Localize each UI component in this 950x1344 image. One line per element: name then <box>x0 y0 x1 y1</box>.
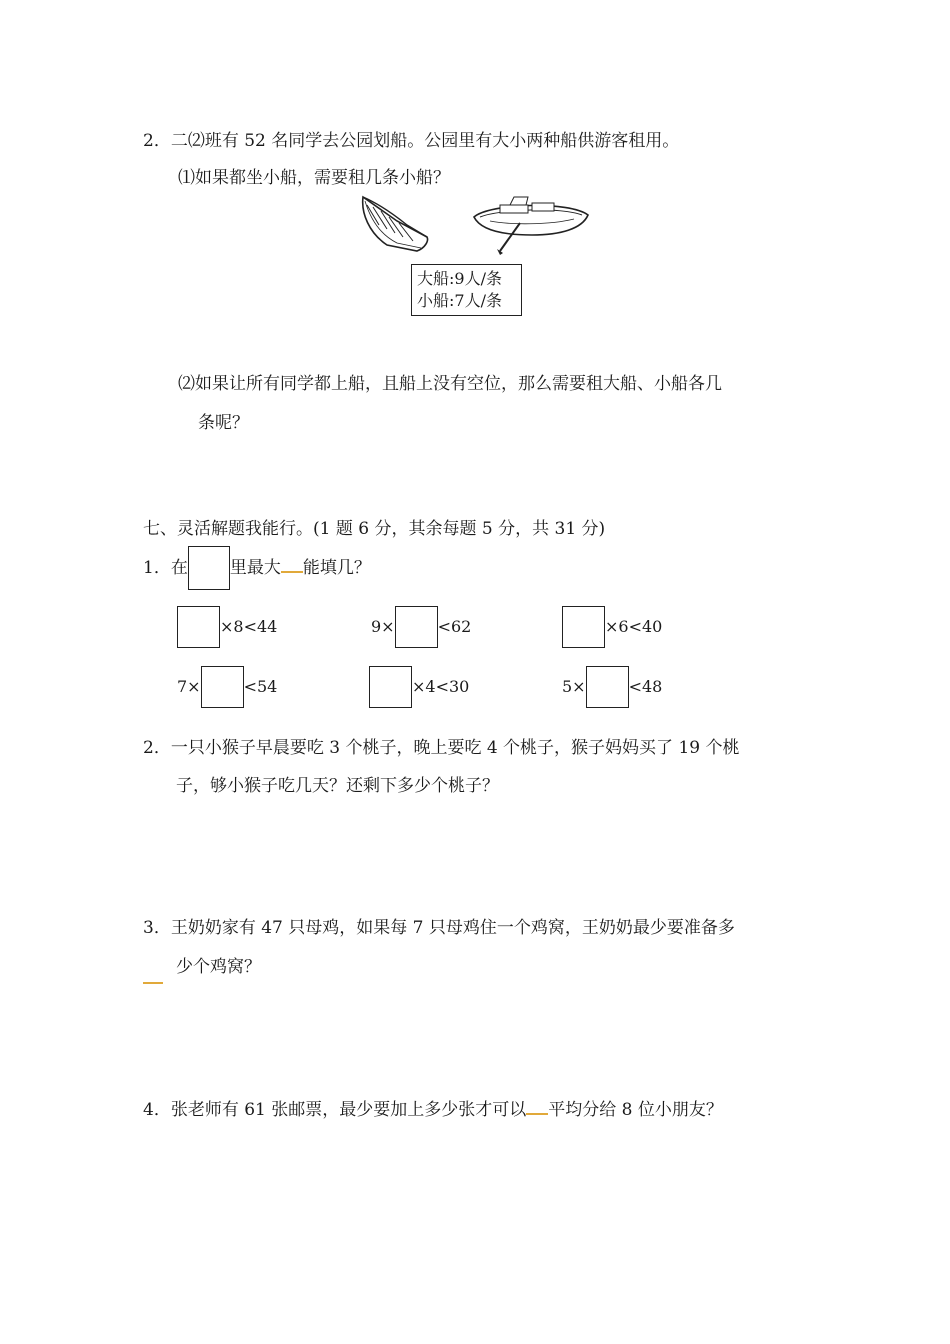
q1-post: 能填几？ <box>302 558 371 578</box>
q4-post: 平均分给 8 位小朋友？ <box>548 1100 723 1120</box>
ineq-c <box>562 606 662 648</box>
ineq-d-post: <54 <box>243 677 278 696</box>
q4-pre: 4．张老师有 61 张邮票，最少要加上多少张才可以 <box>143 1100 527 1120</box>
ineq-d <box>177 666 277 708</box>
ineq-b-pre: 9× <box>371 617 395 636</box>
ineq-b-post: <62 <box>437 617 472 636</box>
ineq-f-pre: 5× <box>562 677 586 696</box>
answer-box[interactable] <box>562 606 605 648</box>
q3-line2: 少个鸡窝？ <box>176 957 261 977</box>
ineq-a <box>177 606 277 648</box>
q4-line <box>143 1095 723 1120</box>
q3-line1: 3．王奶奶家有 47 只母鸡，如果每 7 只母鸡住一个鸡窝，王奶奶最少要准备多 <box>143 918 735 938</box>
highlight-mark <box>526 1113 548 1115</box>
ineq-d-pre: 7× <box>177 677 201 696</box>
q1-line <box>143 546 371 590</box>
section7-heading: 七、灵活解题我能行。(1 题 6 分，其余每题 5 分，共 31 分) <box>143 519 606 539</box>
ineq-f-post: <48 <box>628 677 663 696</box>
q2-7-line1: 2．一只小猴子早晨要吃 3 个桃子，晚上要吃 4 个桃子，猴子妈妈买了 19 个桃 <box>143 738 740 758</box>
highlight-mark <box>281 571 303 573</box>
big-boat-image <box>470 195 595 255</box>
boat-price-box <box>411 264 522 316</box>
answer-box[interactable] <box>369 666 412 708</box>
ineq-a-text: ×8<44 <box>220 617 278 636</box>
q2-sub1: ⑴如果都坐小船，需要租几条小船？ <box>178 168 450 188</box>
q2-title: 2．二⑵班有 52 名同学去公园划船。公园里有大小两种船供游客租用。 <box>143 131 680 151</box>
q1-mid: 里最大 <box>229 558 281 578</box>
q1-pre: 1．在 <box>143 558 188 578</box>
answer-box[interactable] <box>177 606 220 648</box>
small-boat-image <box>357 193 432 253</box>
ineq-e-text: ×4<30 <box>412 677 470 696</box>
price-small-boat: 小船:7人/条 <box>417 291 502 310</box>
q2-sub2-line2: 条呢？ <box>198 413 249 433</box>
ineq-b <box>371 606 471 648</box>
answer-box[interactable] <box>201 666 244 708</box>
ineq-f <box>562 666 662 708</box>
ineq-c-text: ×6<40 <box>605 617 663 636</box>
answer-box[interactable] <box>586 666 629 708</box>
highlight-mark <box>143 982 163 984</box>
price-big-boat: 大船:9人/条 <box>417 269 502 288</box>
ineq-e <box>369 666 469 708</box>
q2-7-line2: 子，够小猴子吃几天？还剩下多少个桃子？ <box>176 776 499 796</box>
answer-box[interactable] <box>395 606 438 648</box>
q2-sub2-line1: ⑵如果让所有同学都上船，且船上没有空位，那么需要租大船、小船各几 <box>178 374 722 394</box>
answer-box[interactable] <box>188 546 230 590</box>
